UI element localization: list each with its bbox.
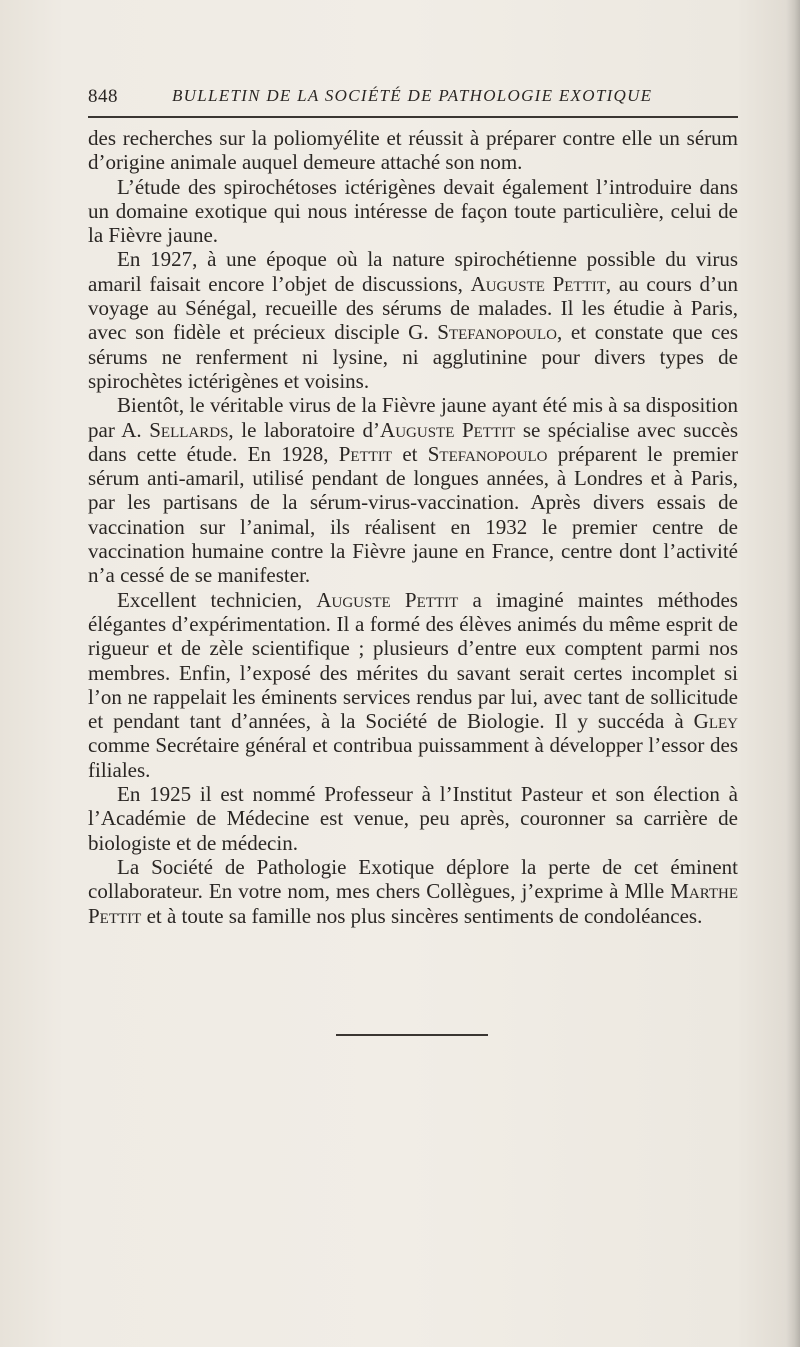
paragraph-p3 [88, 247, 738, 393]
running-title: BULLETIN DE LA SOCIÉTÉ DE PATHOLOGIE EXOTIQUE [172, 86, 653, 105]
paragraph-p6 [88, 782, 738, 855]
text-segment: , et constate que ces sérums ne renferment ni lysine, ni agglutinine pour divers types de spirochètes ictérigènes et voisins. [88, 320, 738, 393]
name-smallcaps: Sellards [149, 417, 229, 442]
name-smallcaps: Marthe Pettit [88, 879, 738, 928]
text-segment: Bientôt, le véritable virus de la Fièvre jaune ayant été mis à sa disposition par A. [88, 393, 738, 442]
spine-shadow [786, 0, 800, 1347]
name-smallcaps: Stefanopoulo [437, 320, 557, 345]
paragraph-p7 [88, 855, 738, 928]
header-rule [88, 116, 738, 118]
text-segment: En 1925 il est nommé Professeur à l’Institut Pasteur et son élection à l’Académie de Médecine est venue, peu après, couronner sa carrière de biologiste et de médecin. [88, 782, 738, 855]
text-segment: et à toute sa famille nos plus sincères sentiments de condoléances. [141, 903, 703, 928]
name-smallcaps: Auguste Pettit [316, 587, 459, 612]
name-smallcaps: Pettit [338, 441, 393, 466]
name-smallcaps: Auguste Pettit [470, 271, 606, 296]
name-smallcaps: Auguste Pettit [380, 417, 516, 442]
text-segment: et [392, 441, 428, 466]
text-segment: , le laboratoire d’ [228, 417, 381, 442]
name-smallcaps: Gley [693, 709, 738, 734]
paragraph-p1 [88, 126, 738, 175]
paragraph-p4 [88, 393, 738, 587]
text-segment: des recherches sur la poliomyélite et réussit à préparer contre elle un sérum d’origine animale auquel demeure attaché son nom. [88, 126, 738, 175]
name-smallcaps: Stefanopoulo [427, 441, 548, 466]
text-segment: , au cours d’un voyage au Sénégal, recueille des sérums de malades. Il les étudie à Paris, avec son fidèle et précieux disciple G. [88, 271, 738, 345]
page-header [88, 86, 736, 110]
text-segment: préparent le premier sérum anti-amaril, utilisé pendant de longues années, à Londres et à Paris, par les partisans de la sérum-virus-vaccination. Après divers essais de vaccination sur l’animal, ils réalisent en 1932 le premier centre de vaccination humaine contre la Fièvre jaune en France, centre dont l’activité n’a cessé de se manifester. [88, 441, 738, 588]
text-segment: En 1927, à une époque où la nature spirochétienne possible du virus amaril faisait encore l’objet de discussions, [88, 247, 738, 296]
end-rule [336, 1034, 488, 1036]
article-body [88, 126, 738, 928]
text-segment: La Société de Pathologie Exotique déplore la perte de cet éminent collaborateur. En votre nom, mes chers Collègues, j’exprime à Mlle [88, 854, 738, 904]
text-segment: se spécialise avec succès dans cette étude. En 1928, [88, 417, 739, 466]
paragraph-p5 [88, 588, 738, 782]
page-number: 848 [88, 86, 118, 107]
text-segment: L’étude des spirochétoses ictérigènes devait également l’introduire dans un domaine exotique qui nous intéresse de façon toute particulière, celui de la Fièvre jaune. [88, 174, 738, 248]
text-segment: a imaginé maintes méthodes élégantes d’expérimentation. Il a formé des élèves animés du même esprit de rigueur et de zèle scientifique ; plusieurs d’entre eux comptent parmi nos membres. Enfin, l’exposé des mérites du savant serait certes incomplet si l’on ne rappelait les éminents services rendus par lui, avec tant de sollicitude et pendant tant d’années, à la Société de Biologie. Il y succéda à [88, 587, 738, 734]
text-segment: Excellent technicien, [117, 587, 317, 612]
paragraph-p2 [88, 175, 738, 248]
text-segment: comme Secrétaire général et contribua puissamment à développer l’essor des filiales. [88, 733, 738, 782]
